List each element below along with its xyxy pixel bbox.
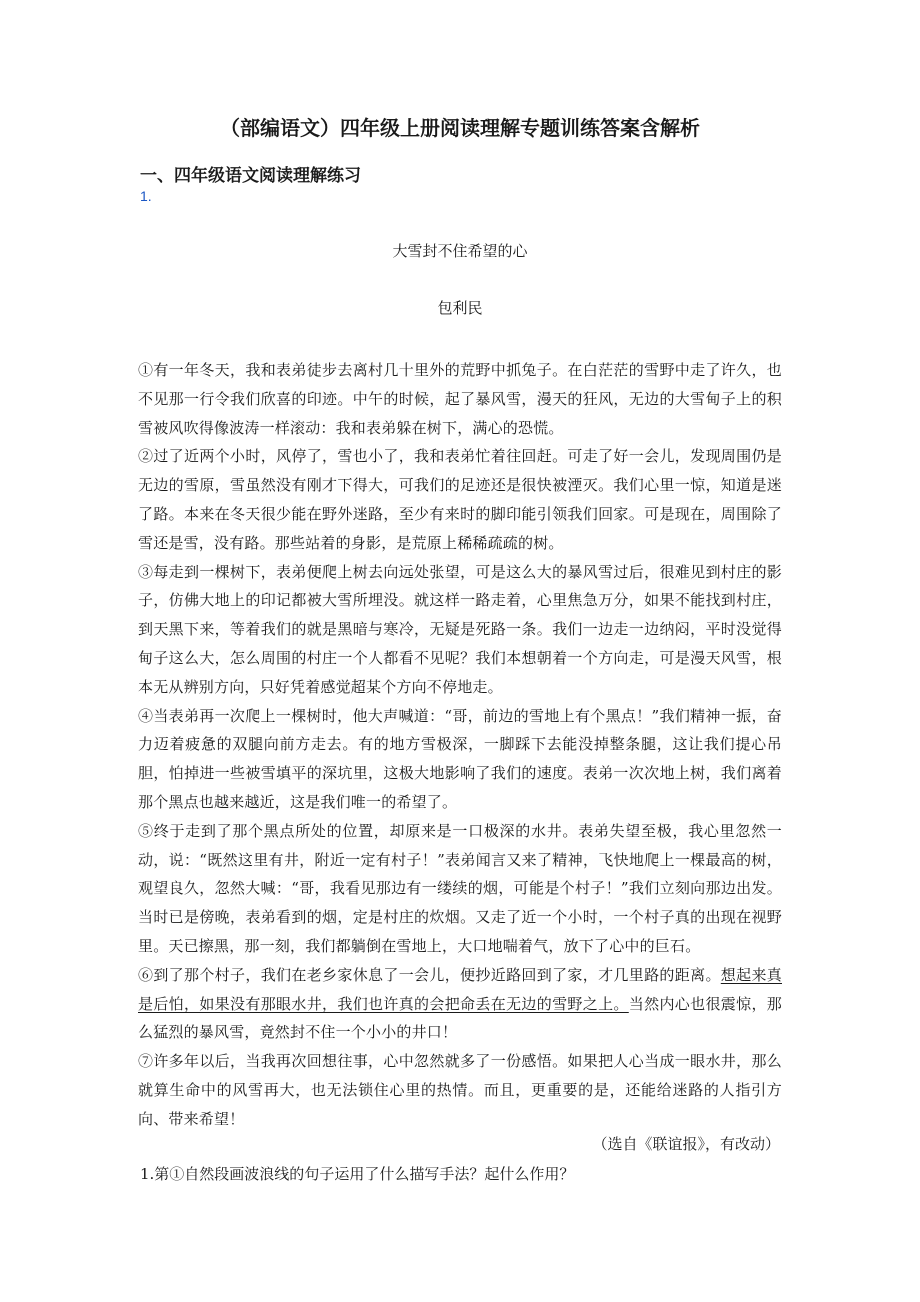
paragraph-1: ①有一年冬天，我和表弟徒步去离村几十里外的荒野中抓兔子。在白茫茫的雪野中走了许久，也不见那一行令我们欣喜的印迹。中午的时候，起了暴风雪，漫天的狂风，无边的大雪甸子上的积雪被风吹得像波涛一样滚动：我和表弟躲在树下，满心的恐慌。 [138,361,782,437]
story-author: 包利民 [437,299,483,317]
document-title: （部编语文）四年级上册阅读理解专题训练答案含解析 [220,116,700,140]
question-number: 1. [140,188,152,204]
story-body [138,356,782,1134]
paragraph-7: ⑦许多年以后，当我再次回想往事，心中忽然就多了一份感悟。如果把人心当成一眼水井，那么就算生命中的风雪再大，也无法锁住心里的热情。而且，更重要的是，还能给迷路的人指引方向、带来希望！ [138,1052,782,1128]
paragraph-3: ③每走到一棵树下，表弟便爬上树去向远处张望，可是这么大的暴风雪过后，很难见到村庄的影子，仿佛大地上的印记都被大雪所埋没。就这样一路走着，心里焦急万分，如果不能找到村庄，到天黑下来，等着我们的就是黑暗与寒冷，无疑是死路一条。我们一边走一边纳闷，平时没觉得甸子这么大，怎么周围的村庄一个人都看不见呢？我们本想朝着一个方向走，可是漫天风雪，根本无从辨别方向，只好凭着感觉超某个方向不停地走。 [138,562,782,696]
section-heading: 一、四年级语文阅读理解练习 [140,166,361,186]
story-title: 大雪封不住希望的心 [392,242,528,260]
paragraph-4: ④当表弟再一次爬上一棵树时，他大声喊道：“哥，前边的雪地上有个黑点！”我们精神一振，奋力迈着疲惫的双腿向前方走去。有的地方雪极深，一脚踩下去能没掉整条腿，这让我们提心吊胆，怕掉进一些被雪填平的深坑里，这极大地影响了我们的速度。表弟一次次地上树，我们离着那个黑点也越来越近，这是我们唯一的希望了。 [138,706,782,811]
question-text: 1.第①自然段画波浪线的句子运用了什么描写手法？起什么作用？ [140,1165,575,1183]
underlined-sentence: 想起来真是后怕，如果没有那眼水井，我们也许真的会把命丢在无边的雪野之上。 [138,965,782,1013]
paragraph-6 [138,961,782,1047]
paragraph-5: ⑤终于走到了那个黑点所处的位置，却原来是一口极深的水井。表弟失望至极，我心里忽然一动，说：“既然这里有井，附近一定有村子！”表弟闻言又来了精神，飞快地爬上一棵最高的树，观望良久，忽然大喊：“哥，我看见那边有一缕续的烟，可能是个村子！”我们立刻向那边出发。当时已是傍晚，表弟看到的烟，定是村庄的炊烟。又走了近一个小时，一个村子真的出现在视野里。天已擦黑，那一刻，我们都躺倒在雪地上，大口地喘着气，放下了心中的巨石。 [138,821,782,955]
paragraph-2: ②过了近两个小时，风停了，雪也小了，我和表弟忙着往回赶。可走了好一会儿，发现周围仍是无边的雪原，雪虽然没有刚才下得大，可我们的足迹还是很快被湮灭。我们心里一惊，知道是迷了路。本来在冬天很少能在野外迷路，至少有来时的脚印能引领我们回家。可是现在，周围除了雪还是雪，没有路。那些站着的身影，是荒原上稀稀疏疏的树。 [138,447,782,552]
story-source: （选自《联谊报》，有改动） [592,1135,780,1153]
paragraph-6-tail: 当然内心也很震惊，那么猛烈的暴风雪，竟然封不住一个小小的井口！ [138,994,782,1042]
paragraph-6-lead: ⑥到了那个村子，我们在老乡家休息了一会儿，便抄近路回到了家，才几里路的距离。 [138,965,721,984]
